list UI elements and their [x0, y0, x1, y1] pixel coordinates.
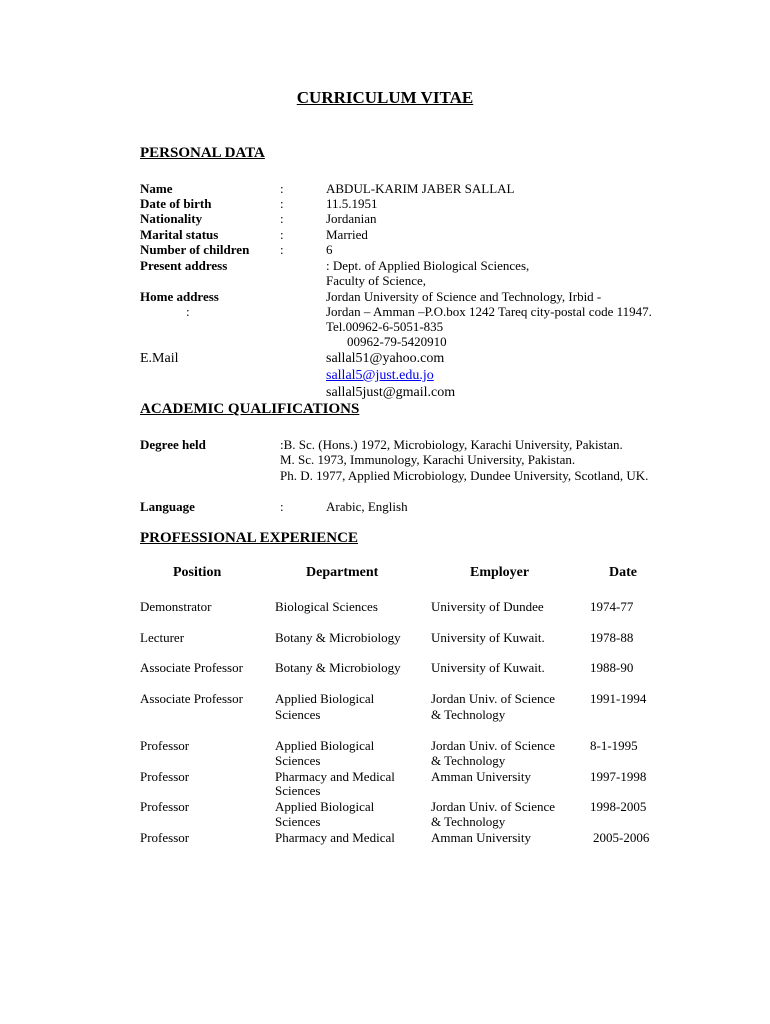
table-cell-employer: Jordan Univ. of Science	[431, 691, 556, 706]
label-home-address: Home address	[140, 289, 219, 304]
table-cell-position: Associate Professor	[140, 660, 243, 675]
colon-date-of-birth: :	[280, 196, 284, 211]
colon-name: :	[280, 181, 284, 196]
value-marital-status: Married	[326, 227, 368, 242]
table-cell-department: Botany & Microbiology	[275, 660, 401, 675]
degree-line: :B. Sc. (Hons.) 1972, Microbiology, Karachi University, Pakistan.	[280, 437, 623, 452]
home-address-mobile: 00962-79-5420910	[347, 334, 447, 349]
colon-nationality: :	[280, 211, 284, 226]
label-marital-status: Marital status	[140, 227, 219, 242]
table-cell-date: 1998-2005	[590, 799, 647, 814]
label-name: Name	[140, 181, 173, 196]
email-address: sallal51@yahoo.com	[326, 351, 445, 366]
label-number-of-children: Number of children	[140, 242, 250, 257]
colon-marital-status: :	[280, 227, 284, 242]
table-cell-position: Professor	[140, 738, 190, 753]
table-cell-employer: University of Dundee	[431, 599, 544, 614]
present-address-line: Faculty of Science,	[326, 273, 426, 288]
value-date-of-birth: 11.5.1951	[326, 196, 378, 211]
label-present-address: Present address	[140, 258, 228, 273]
email-link[interactable]: sallal5@just.edu.jo	[326, 368, 434, 383]
table-cell-employer: Amman University	[431, 830, 532, 845]
home-address-phone: Tel.00962-6-5051-835	[326, 319, 444, 334]
label-degree-held: Degree held	[140, 437, 206, 452]
document-title: CURRICULUM VITAE	[296, 88, 474, 107]
section-heading-professional-experience: PROFESSIONAL EXPERIENCE	[140, 530, 358, 546]
table-cell-position: Lecturer	[140, 630, 185, 645]
table-cell-department: Sciences	[275, 707, 321, 722]
degree-line: M. Sc. 1973, Immunology, Karachi University, Pakistan.	[280, 452, 576, 467]
table-cell-department: Applied Biological	[275, 799, 375, 814]
value-nationality: Jordanian	[326, 211, 377, 226]
value-language: Arabic, English	[326, 499, 408, 514]
table-cell-department: Botany & Microbiology	[275, 630, 401, 645]
colon-number-of-children: :	[280, 242, 284, 257]
table-cell-department: Pharmacy and Medical	[275, 830, 395, 845]
table-cell-employer: Amman University	[431, 769, 532, 784]
column-header-position: Position	[173, 565, 222, 580]
table-cell-employer: Jordan Univ. of Science	[431, 799, 556, 814]
table-cell-date: 1997-1998	[590, 769, 647, 784]
table-cell-position: Professor	[140, 830, 190, 845]
table-cell-employer: & Technology	[431, 707, 506, 722]
label-date-of-birth: Date of birth	[140, 196, 212, 211]
colon-home-address: :	[186, 304, 190, 319]
home-address-line: Jordan University of Science and Technology, Irbid -	[326, 289, 602, 304]
colon-language: :	[280, 499, 284, 514]
section-heading-academic-qualifications: ACADEMIC QUALIFICATIONS	[140, 401, 360, 417]
table-cell-date: 8-1-1995	[590, 738, 638, 753]
table-cell-position: Professor	[140, 799, 190, 814]
table-cell-position: Associate Professor	[140, 691, 243, 706]
table-cell-employer: University of Kuwait.	[431, 660, 545, 675]
degree-line: Ph. D. 1977, Applied Microbiology, Dundee University, Scotland, UK.	[280, 468, 649, 483]
table-cell-department: Sciences	[275, 783, 321, 798]
table-cell-department: Applied Biological	[275, 738, 375, 753]
home-address-line: Jordan – Amman –P.O.box 1242 Tareq city-postal code 11947.	[326, 304, 652, 319]
label-email: E.Mail	[140, 351, 179, 366]
table-cell-employer: University of Kuwait.	[431, 630, 545, 645]
column-header-employer: Employer	[470, 565, 530, 580]
table-cell-position: Professor	[140, 769, 190, 784]
label-nationality: Nationality	[140, 211, 203, 226]
column-header-department: Department	[306, 565, 379, 580]
table-cell-employer: & Technology	[431, 814, 506, 829]
label-language: Language	[140, 499, 195, 514]
email-address: sallal5just@gmail.com	[326, 385, 456, 400]
table-cell-date: 1991-1994	[590, 691, 647, 706]
table-cell-employer: Jordan Univ. of Science	[431, 738, 556, 753]
table-cell-date: 2005-2006	[593, 830, 650, 845]
value-number-of-children: 6	[326, 242, 333, 257]
value-name: ABDUL-KARIM JABER SALLAL	[326, 181, 515, 196]
table-cell-date: 1988-90	[590, 660, 634, 675]
column-header-date: Date	[609, 565, 637, 580]
table-cell-department: Biological Sciences	[275, 599, 378, 614]
table-cell-date: 1978-88	[590, 630, 634, 645]
present-address-line: : Dept. of Applied Biological Sciences,	[326, 258, 530, 273]
table-cell-position: Demonstrator	[140, 599, 212, 614]
table-cell-date: 1974-77	[590, 599, 634, 614]
table-cell-department: Applied Biological	[275, 691, 375, 706]
table-cell-department: Sciences	[275, 814, 321, 829]
table-cell-department: Pharmacy and Medical	[275, 769, 395, 784]
table-cell-employer: & Technology	[431, 753, 506, 768]
section-heading-personal-data: PERSONAL DATA	[140, 145, 265, 161]
table-cell-department: Sciences	[275, 753, 321, 768]
